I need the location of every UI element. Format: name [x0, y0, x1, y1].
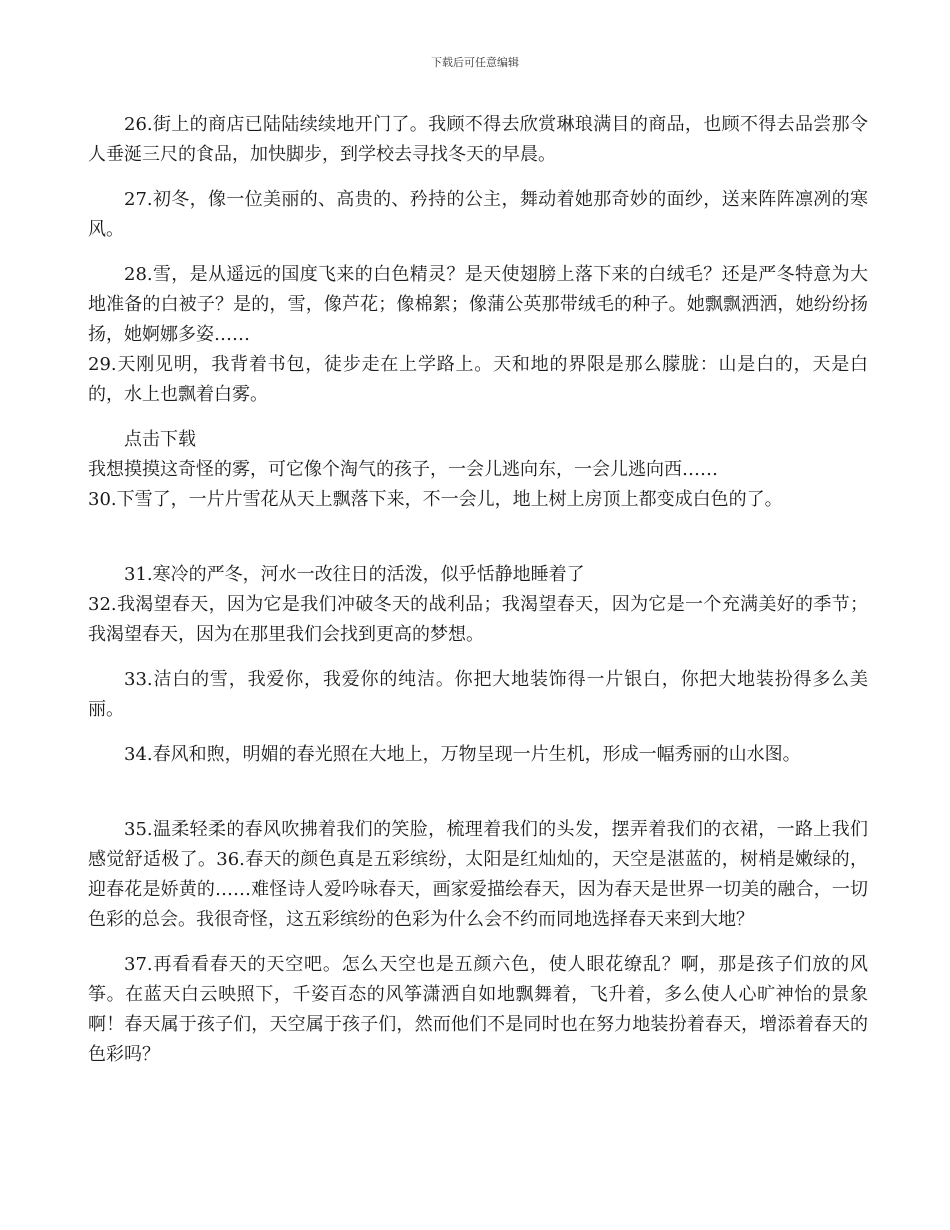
paragraph-30: 30.下雪了，一片片雪花从天上飘落下来，不一会儿，地上树上房顶上都变成白色的了。 — [88, 489, 783, 510]
paragraph-26: 26.街上的商店已陆陆续续地开门了。我顾不得去欣赏琳琅满目的商品，也顾不得去品尝那令人垂涎三尺的食品，加快脚步，到学校去寻找冬天的早晨。 — [88, 114, 868, 165]
paragraph-32: 32.我渴望春天，因为它是我们冲破冬天的战利品；我渴望春天，因为它是一个充满美好的季节；我渴望春天，因为在那里我们会找到更高的梦想。 — [88, 594, 868, 645]
paragraph-34: 34.春风和煦，明媚的春光照在大地上，万物呈现一片生机，形成一幅秀丽的山水图。 — [124, 744, 801, 765]
paragraph-33: 33.洁白的雪，我爱你，我爱你的纯洁。你把大地装饰得一片银白，你把大地装扮得多么美丽。 — [88, 669, 868, 720]
paragraph-29-continued: 我想摸摸这奇怪的雾，可它像个淘气的孩子，一会儿逃向东，一会儿逃向西…… — [88, 459, 718, 480]
paragraph-37: 37.再看看春天的天空吧。怎么天空也是五颜六色，使人眼花缭乱？啊，那是孩子们放的风筝。在蓝天白云映照下，千姿百态的风筝潇洒自如地飘舞着，飞升着，多么使人心旷神怡的景象啊！春天属于孩子们，天空属于孩子们，然而他们不是同时也在努力地装扮着春天，增添着春天的色彩吗？ — [88, 954, 868, 1065]
paragraph-27: 27.初冬，像一位美丽的、高贵的、矜持的公主，舞动着她那奇妙的面纱，送来阵阵凛冽的寒风。 — [88, 189, 868, 240]
paragraph-28: 28.雪，是从遥远的国度飞来的白色精灵？是天使翅膀上落下来的白绒毛？还是严冬特意为大地准备的白被子？是的，雪，像芦花；像棉絮；像蒲公英那带绒毛的种子。她飘飘洒洒，她纷纷扬扬，她婀娜多姿…… — [88, 264, 868, 345]
download-link-text[interactable]: 点击下载 — [124, 429, 196, 450]
page-header: 下载后可任意编辑 — [431, 56, 519, 69]
paragraph-35-36: 35.温柔轻柔的春风吹拂着我们的笑脸，梳理着我们的头发，摆弄着我们的衣裙，一路上我们感觉舒适极了。36.春天的颜色真是五彩缤纷，太阳是红灿灿的，天空是湛蓝的，树梢是嫩绿的，迎春花是娇黄的……难怪诗人爱吟咏春天，画家爱描绘春天，因为春天是世界一切美的融合，一切色彩的总会。我很奇怪，这五彩缤纷的色彩为什么会不约而同地选择春天来到大地？ — [88, 819, 868, 930]
paragraph-31: 31.寒冷的严冬，河水一改往日的活泼，似乎恬静地睡着了 — [124, 564, 585, 585]
paragraph-29: 29.天刚见明，我背着书包，徒步走在上学路上。天和地的界限是那么朦胧：山是白的，天是白的，水上也飘着白雾。 — [88, 354, 868, 405]
download-link[interactable] — [88, 425, 868, 455]
